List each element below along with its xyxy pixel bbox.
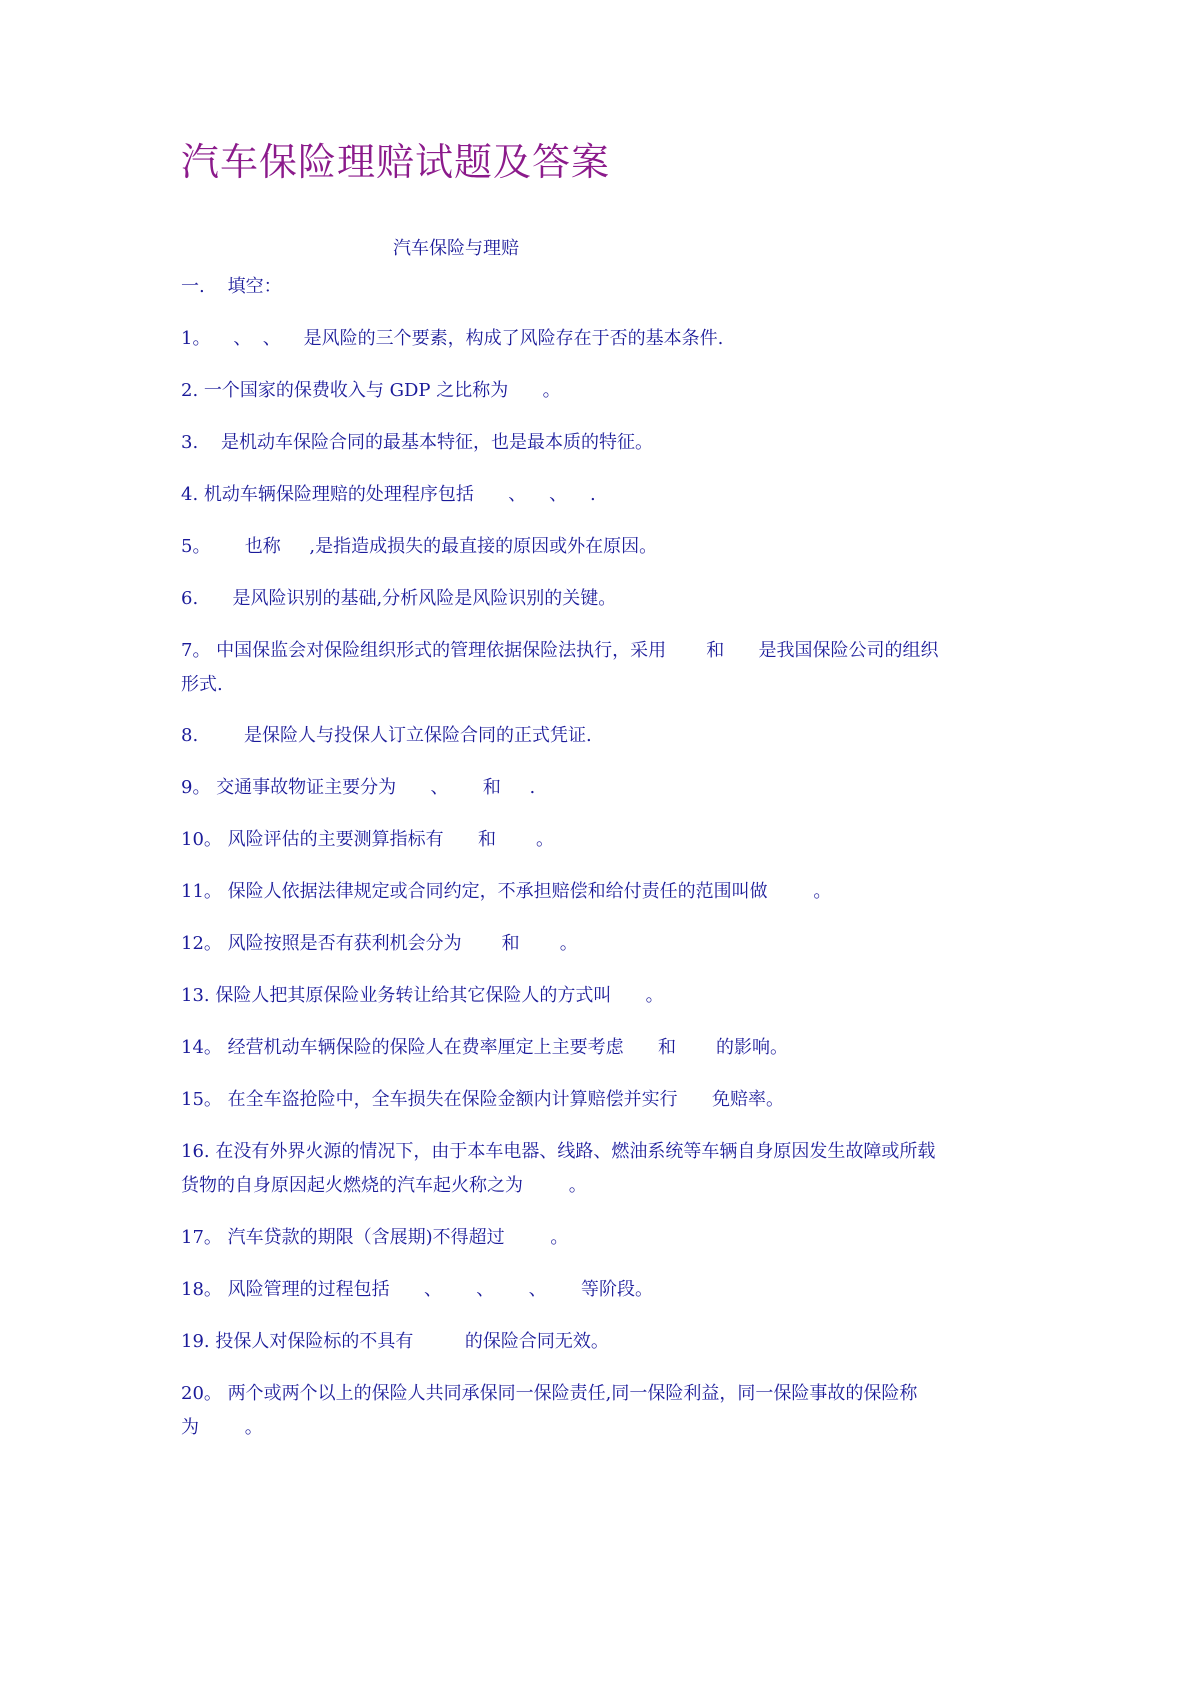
question-11: 11。 保险人依据法律规定或合同约定，不承担赔偿和给付责任的范围叫做 。 bbox=[181, 881, 832, 902]
question-1: 1。 、 、 是风险的三个要素，构成了风险存在于否的基本条件. bbox=[181, 328, 724, 349]
question-2: 2. 一个国家的保费收入与 GDP 之比称为 。 bbox=[181, 380, 561, 401]
section-heading: 一. 填空： bbox=[181, 276, 282, 297]
document-subtitle: 汽车保险与理赔 bbox=[393, 238, 519, 259]
question-12: 12。 风险按照是否有获利机会分为 和 。 bbox=[181, 933, 578, 954]
question-19: 19. 投保人对保险标的不具有 的保险合同无效。 bbox=[181, 1331, 609, 1352]
question-6: 6. 是风险识别的基础,分析风险是风险识别的关键。 bbox=[181, 588, 617, 609]
question-7-line-1: 7。 中国保监会对保险组织形式的管理依据保险法执行，采用 和 是我国保险公司的组织 bbox=[181, 640, 939, 661]
question-15: 15。 在全车盗抢险中，全车损失在保险金额内计算赔偿并实行 免赔率。 bbox=[181, 1089, 784, 1110]
question-9: 9。 交通事故物证主要分为 、 和 . bbox=[181, 777, 536, 798]
question-10: 10。 风险评估的主要测算指标有 和 。 bbox=[181, 829, 555, 850]
question-4: 4. 机动车辆保险理赔的处理程序包括 、 、 . bbox=[181, 484, 596, 505]
question-13: 13. 保险人把其原保险业务转让给其它保险人的方式叫 。 bbox=[181, 985, 664, 1006]
question-16-line-2: 货物的自身原因起火燃烧的汽车起火称之为 。 bbox=[181, 1175, 587, 1196]
document-title: 汽车保险理赔试题及答案 bbox=[181, 140, 611, 184]
question-8: 8. 是保险人与投保人订立保险合同的正式凭证. bbox=[181, 725, 592, 746]
question-7-line-2: 形式. bbox=[181, 674, 223, 695]
question-16-line-1: 16. 在没有外界火源的情况下，由于本车电器、线路、燃油系统等车辆自身原因发生故障或所载 bbox=[181, 1141, 936, 1162]
question-14: 14。 经营机动车辆保险的保险人在费率厘定上主要考虑 和 的影响。 bbox=[181, 1037, 789, 1058]
question-20-line-2: 为 。 bbox=[181, 1417, 263, 1438]
question-18: 18。 风险管理的过程包括 、 、 、 等阶段。 bbox=[181, 1279, 653, 1300]
question-5: 5。 也称 ,是指造成损失的最直接的原因或外在原因。 bbox=[181, 536, 658, 557]
question-17: 17。 汽车贷款的期限（含展期)不得超过 。 bbox=[181, 1227, 569, 1248]
question-3: 3. 是机动车保险合同的最基本特征，也是最本质的特征。 bbox=[181, 432, 654, 453]
question-20-line-1: 20。 两个或两个以上的保险人共同承保同一保险责任,同一保险利益，同一保险事故的保险称 bbox=[181, 1383, 918, 1404]
